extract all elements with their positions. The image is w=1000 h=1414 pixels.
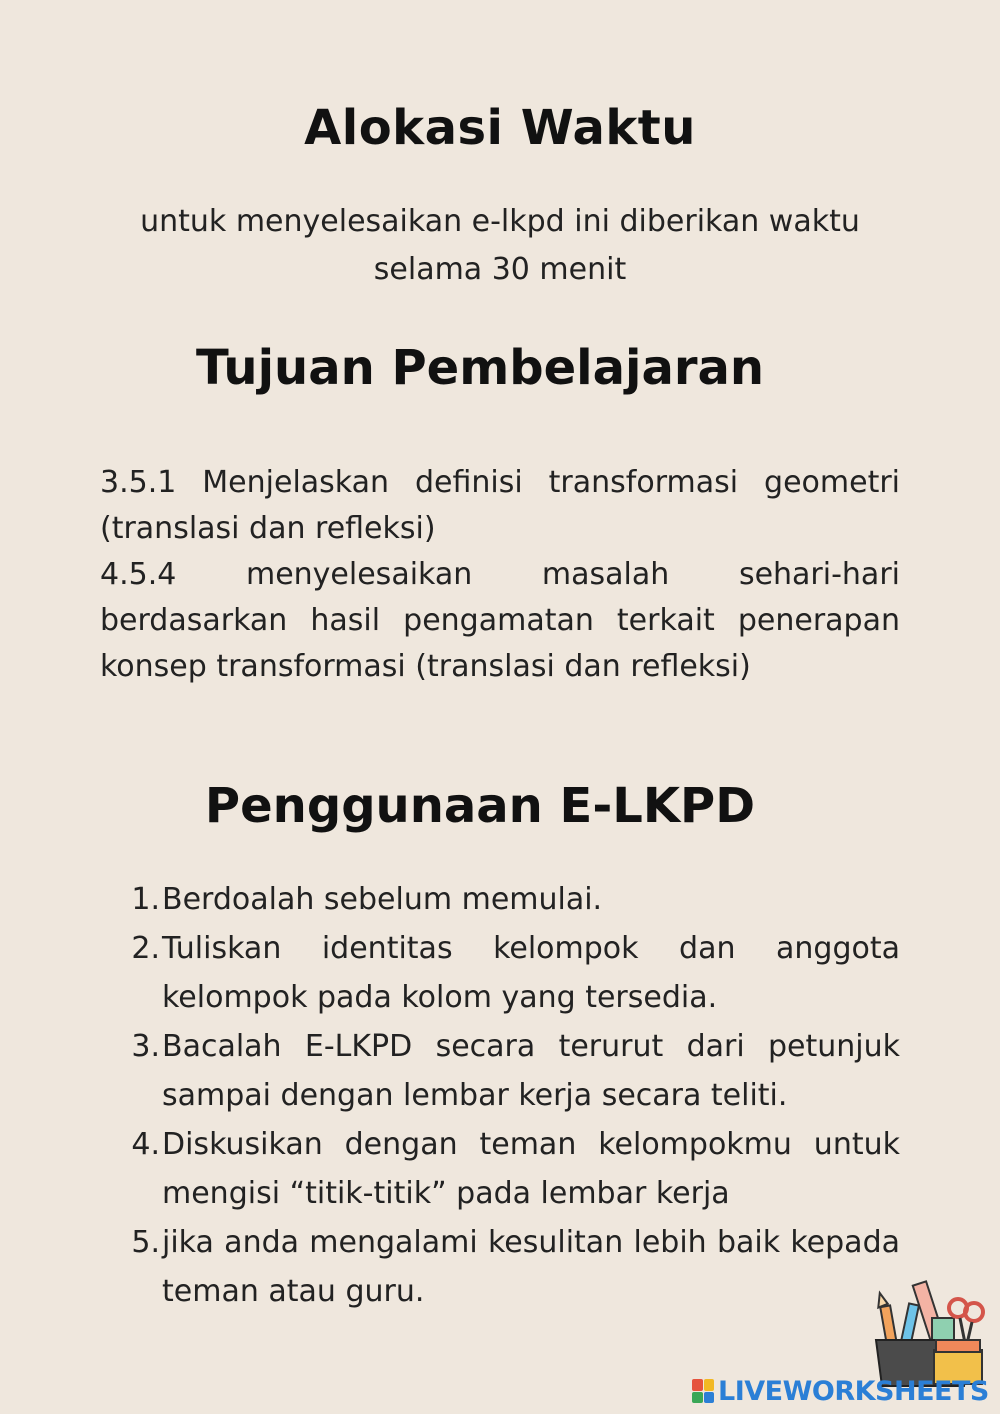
step-number: 5. [131, 1225, 160, 1260]
watermark-text: LIVEWORKSHEETS [718, 1375, 989, 1407]
tujuan-item: 4.5.4 menyelesaikan masalah sehari-hari berdasarkan hasil pengamatan terkait penerapan konsep transformasi (translasi dan refleksi) [100, 557, 900, 684]
step-item [100, 1218, 900, 1316]
alokasi-title: Alokasi Waktu [304, 100, 696, 156]
step-number: 1. [131, 882, 160, 917]
step-item [100, 924, 900, 1022]
step-text: jika anda mengalami kesulitan lebih baik kepada teman atau guru. [162, 1225, 900, 1309]
live-badge-icon [692, 1379, 714, 1403]
step-text: Bacalah E-LKPD secara terurut dari petunjuk sampai dengan lembar kerja secara teliti. [162, 1029, 900, 1113]
step-item [100, 1022, 900, 1120]
tujuan-list [100, 460, 900, 690]
tujuan-title: Tujuan Pembelajaran [195, 340, 765, 396]
tujuan-item: 3.5.1 Menjelaskan definisi transformasi geometri (translasi dan refleksi) [100, 465, 900, 546]
step-item [100, 1120, 900, 1218]
penggunaan-steps [100, 875, 900, 1316]
step-text: Diskusikan dengan teman kelompokmu untuk mengisi “titik-titik” pada lembar kerja [162, 1127, 900, 1211]
step-item [100, 875, 900, 924]
step-number: 2. [131, 931, 160, 966]
step-number: 4. [131, 1127, 160, 1162]
stationery-cup-icon [870, 1278, 990, 1388]
liveworksheets-watermark [692, 1376, 989, 1406]
step-number: 3. [131, 1029, 160, 1064]
step-text: Berdoalah sebelum memulai. [162, 882, 603, 917]
penggunaan-title: Penggunaan E-LKPD [204, 778, 756, 834]
step-text: Tuliskan identitas kelompok dan anggota kelompok pada kolom yang tersedia. [162, 931, 900, 1015]
alokasi-text: untuk menyelesaikan e-lkpd ini diberikan waktu selama 30 menit [140, 204, 860, 287]
